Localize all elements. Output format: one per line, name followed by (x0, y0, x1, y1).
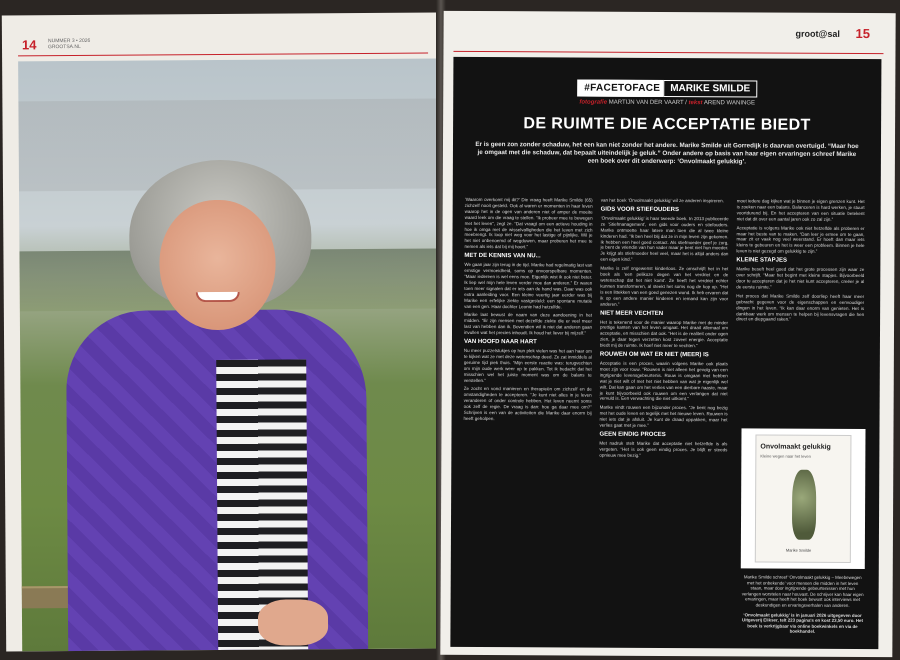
subheading: MET DE KENNIS VAN NU... (464, 253, 541, 260)
credit-photo-label: fotografie (579, 99, 608, 106)
book-infobox (740, 428, 865, 637)
book-cover-frame (741, 428, 866, 569)
paragraph: Marike laat bewust de naam van deze aandoening in het midden. “Er zijn mensen met dezelfde ziekte die er veel meer last van hebben dan ik. Bovendien wil ik niet dat anderen gaan invullen wat het precies inhoudt. Ik houd het liever bij mijzelf.” (463, 312, 593, 336)
paragraph: Het is tekenend voor de manier waarop Marike met de minder prettige kanten van het leven omgaat. Het draait allemaal om acceptatie, en misschien dat ook. “Het is de realiteit onder ogen zien, je daar tegen verzetten kost zoveel energie. Acceptatie biedt mij de ruimte. Ik hoef niet meer te vechten.” (599, 319, 729, 349)
credit-text-name: AREND WANINGE (703, 100, 756, 107)
article-column-2 (598, 198, 728, 639)
portrait-photo (18, 58, 440, 651)
left-page-number: 14 (21, 37, 37, 53)
book-cover-title: Onvolmaakt gelukkig (760, 443, 831, 451)
paragraph: ‘Onvolmaakt gelukkig’ is haar tweede boek. In 2013 publiceerde ze ‘Stiefmanagement’, een gids voor ouders en stiefouders. Marike ontmoette haar latere man toen die al twee kleine kinderen had. “Ik ben heel blij dat ze in mijn leven zijn gekomen. Ik hebben een heel goed contact. Als stiefmoeder geef je zorg, je bent de vriendin van hun vader maar je bent niet hun moeder. Je krijgt als stiefmoeder heel veel, maar het is altijd anders dan een eigen kind.” (600, 215, 729, 263)
book-cover-subtitle: Kleine wegen naar het leven (760, 453, 811, 459)
paragraph: Marike beseft heel goed dat het grote processen zijn waar ze over schrijft. “Maar het begint met kleine stapjes. Bijvoorbeeld door te accepteren dat je het niet kunt accepteren, creëer je al de eerste ruimte.” (736, 266, 865, 290)
paragraph: Met nadruk stelt Marike dat acceptatie niet hetzelfde is als vergeten. “Het is ook geen eindig proces. Je blijft er steeds opnieuw mee bezig.” (599, 440, 728, 458)
photo-smile (196, 292, 240, 302)
book-publication-info: ‘Onvolmaakt gelukkig’ is in januari 2026 uitgegeven door Uitgeverij Elikser, telt 223 pagina's en kost 23,50 euro. Het boek is verkrijgbaar via online boekwinkels en via de boekhandel. (742, 611, 863, 635)
paragraph: Acceptatie is een proces, waarin volgens Marike ook plaats moet zijn voor rouw. “Rouwen is niet alleen het gevolg van een ingrijpende levensgebeurtenis. Rouw is omgaan met hebben wat je niet wilt of met het niet hebben van wat je eigenlijk wel wilt. Dat kan gaan om het verlies van een dierbare naaste, maar je kunt bijvoorbeeld ook rouwen om een verlangen dat niet vervuld is. Een verwachting die niet uitkomt.” (599, 360, 728, 402)
paragraph: van het boek ‘Onvolmaakt gelukkig’ wil ze anderen inspireren. (600, 197, 724, 204)
article-column-3 (736, 198, 865, 419)
subheading: GEEN EINDIG PROCES (599, 431, 666, 438)
credit-text-label: tekst (688, 100, 703, 107)
subheading: VAN HOOFD NAAR HART (463, 338, 537, 346)
tag-hashtag: #FACETOFACE (577, 80, 667, 97)
photo-face (159, 200, 276, 331)
right-page-number: 15 (855, 25, 871, 42)
subheading: KLEINE STAPJES (736, 257, 787, 264)
paragraph: Marike is zelf ongewenst kinderloos. Ze omschrijft het in het boek als ‘een pelikoze degen van het verdriet en de wetenschap dat het niet komt’. Ze heeft het verdriet echter kunnen transformeren, al steekt het soms nog de kop op. “Het is een littekken van een goed genezen wond. Ik heb ervaren dat ik op een andere manier kinderen en iemand kan zijn voor anderen.” (600, 265, 729, 307)
article-panel (450, 57, 881, 649)
issue-meta: NUMMER 3 • 2026 GROOTSA.NL (47, 37, 91, 51)
subheading: NIET MEER VECHTEN (600, 310, 664, 317)
article-lead: Er is geen zon zonder schaduw, het een kan niet zonder het andere. Marike Smilde uit Gorredijk is daarvan overtuigd. “Maar hoe je omgaat met die schaduw, dat bepaalt uiteindelijk je geluk.” Onder andere op basis van haar eigen ervaringen schreef Marike een boek over dit onderwerp: ‘Onvolmaakt gelukkig’. (475, 140, 859, 166)
article-headline: DE RUIMTE DIE ACCEPTATIE BIEDT (523, 115, 811, 134)
tag-person-name: MARIKE SMILDE (663, 80, 757, 97)
subheading: GIDS VOOR STIEFOUDERS (600, 206, 680, 213)
article-credits: fotografie MARTIJN VAN DER VAART / tekst AREND WANINGE (579, 99, 756, 107)
paragraph: Ze zocht en vond manieren en therapieën om zichzelf en de omstandigheden te accepteren. “Je kunt niet alles in je leven veranderen of onder controle hebben. Het leven neemt soms ook zelf de regie. De vraag is dan: hoe ga daar mee om?” Schrijven is een van de activiteiten die Marike daar enorm bij heeft geholpen. (463, 386, 592, 422)
subheading: ROUWEN OM WAT ER NIET (MEER) IS (599, 351, 709, 359)
paragraph: Nu meer puzzelstukjes op hun plek vielen was het aan haar om te kijken wat ze met deze wetenschap deed. Ze zat inmiddels al geruime tijd piek thuis. “Mijn eerste reactie was: terugvechten om mijn oude werk weer op te pakken. Tot ik bedacht dat het misschien wel het juiste moment was om de balans te verstellen.” (463, 347, 592, 383)
paragraph: Acceptatie is volgens Marike ook niet hetzelfde als proberen er maar het beste van te maken. “Dan leer je ermee om te gaan, maar zit er vaak nog veel weerstand. Er hoeft dan maar iets kleins te gebeuren en het is weer een probleem. Binnen je hele leven is niet gezegd om gelukkig te zijn.” (736, 224, 865, 255)
right-page (440, 11, 895, 657)
photo-hand (258, 599, 328, 645)
credit-photo-name: MARTIJN VAN DER VAART (608, 99, 684, 107)
magazine-logo: groot@sal (795, 28, 840, 39)
left-page (2, 12, 442, 651)
left-page-header (18, 35, 428, 52)
paragraph: moet iedere dag kijken wat je binnen je eigen grenzen kunt. Het is zoeken naar een balans. Balanceren is hard werken, je stuurt voortdurend bij. En het accepteren van een situatie betekent niet dat dit over een aantal jaren ook zo zal zijn.” (736, 198, 865, 222)
book-cover-author: Marike Smilde (785, 547, 812, 553)
book-caption: Marike Smilde schreef ‘Onvolmaakt gelukkig – Meebewegen met het onbekende’ voor mensen die midden in het leven staan, maar door ingrijpende gebeurtenissen met hun verlangen worstelen naar houvast. De schrijver kan haar eigen ervaringen, maar heeft het boek bewust ook interviews met deskundigen en ervaringsverhalen van anderen. (741, 574, 864, 608)
paragraph: We gaan jaar zijn terug in de tijd. Marike had regelmatig last van ernstige vermoeidheid, soms op onvoorspelbare momenten. “Maar iedereen is wel eens moe. Eigenlijk wist ik ook niet beter. Ik liep wel mijn hele leven verder moe dan anderen.” Er waren toen meer signalen dat er iets aan de hand was. Daar was ook extra aanleiding voor. Een kleine veertig jaar eerder was bij Marike een erfelijke ziekte vastgesteld: een spontane mutatie van een gen. Haar dochter Leonie had hetzelfde. (464, 262, 593, 309)
left-header-rule (18, 53, 428, 57)
right-header-rule (453, 51, 883, 54)
book-vase-image (792, 470, 816, 540)
paragraph: Het proces dat Marike Smilde zelf doorliep heeft haar meer gebracht gegeven voor de eigenschappen en eenvoudiger dingen in het leven. “Ik kan daar enorm van genieten. Het is dankbaar werk om mensen te helpen bij levensvragen die hen direct en diepgaand raken.” (736, 293, 865, 323)
section-tag (453, 77, 881, 97)
paragraph: ‘Waarom overkomt mij dit?’ Die vraag heeft Marike Smilde (65) zichzelf nooit gesteld. Ook al waren er momenten in haar leven waarop het in de ogen van anderen niet of amper de moeite waard leek om die vraag te stellen. “Ik probeer mee te bewegen met het leven”, zegt ze. “Dat vraagt om een actieve houding in hoe ik omga met de wisselvalligheden die het leven met zich meebrengt. Ik loop niet weg voor het lastige of pijnlijke. Wil je het niet onbenoemd of wegduwen, maar proberen het mee te nemen als iets dat bij mij hoort.” (464, 196, 593, 250)
paragraph: Marike vindt rouwen een bijzonder proces. “Je bent nog bezig met het oude leven en tegelijk met het nieuwe leven. Rouwen is niet iets dat je afsluit. Je kunt de draad oppakken, maar het verlies gaat met je mee.” (599, 405, 728, 428)
article-column-1 (462, 197, 592, 638)
book-cover (755, 434, 852, 563)
right-page-header (444, 21, 896, 49)
